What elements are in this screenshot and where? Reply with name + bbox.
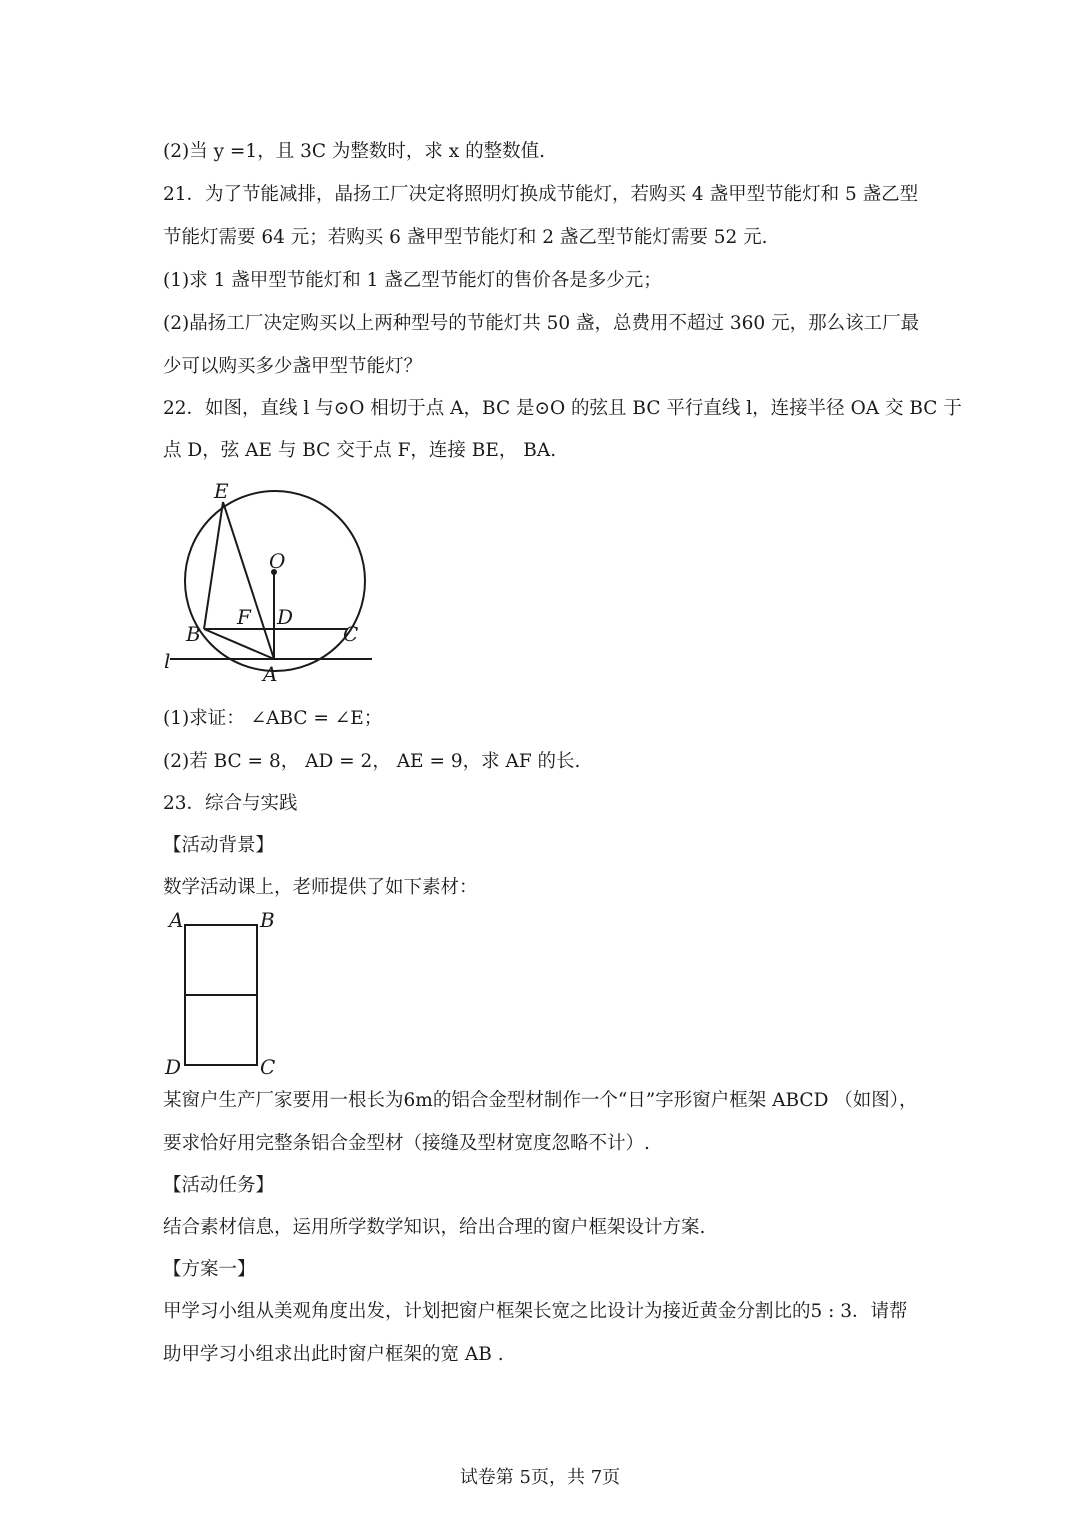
- page-footer: 试卷第 5页，共 7页: [459, 1467, 621, 1488]
- q22-circle-figure: [160, 478, 380, 688]
- q23-plan1-line2: 助甲学习小组求出此时窗户框架的宽 AB .: [163, 1344, 504, 1365]
- q23-window-figure: [163, 905, 283, 1080]
- label-b: B: [260, 908, 275, 932]
- label-b: B: [186, 622, 201, 646]
- label-e: E: [214, 479, 229, 503]
- q20-part2: (2)当 y =1，且 3C 为整数时，求 x 的整数值.: [163, 141, 545, 162]
- label-o: O: [269, 549, 286, 573]
- label-l: l: [164, 649, 171, 673]
- label-a: A: [169, 908, 184, 932]
- label-c: C: [343, 622, 359, 646]
- q22-part2: (2)若 BC = 8， AD = 2， AE = 9，求 AF 的长.: [163, 751, 581, 772]
- label-a: A: [263, 662, 278, 686]
- q23-title: 23．综合与实践: [163, 793, 298, 814]
- q22-stem-line2: 点 D，弦 AE 与 BC 交于点 F，连接 BE， BA.: [163, 440, 557, 461]
- q21-stem-line1: 21．为了节能减排，晶扬工厂决定将照明灯换成节能灯，若购买 4 盏甲型节能灯和 5 盏乙型: [163, 184, 919, 205]
- q22-stem-line1: 22．如图，直线 l 与⊙O 相切于点 A，BC 是⊙O 的弦且 BC 平行直线 l，连接半径 OA 交 BC 于: [163, 398, 962, 419]
- q23-background-heading: 【活动背景】: [163, 835, 275, 856]
- q23-plan1-heading: 【方案一】: [163, 1259, 256, 1280]
- q21-part2-line1: (2)晶扬工厂决定购买以上两种型号的节能灯共 50 盏，总费用不超过 360 元，那么该工厂最: [163, 313, 920, 334]
- q21-part2-line2: 少可以购买多少盏甲型节能灯？: [163, 356, 423, 377]
- q23-material-line1: 某窗户生产厂家要用一根长为6m的铝合金型材制作一个“日”字形窗户框架 ABCD （如图），: [163, 1090, 918, 1111]
- q21-part1: (1)求 1 盏甲型节能灯和 1 盏乙型节能灯的售价各是多少元；: [163, 270, 662, 291]
- chord-ae: [223, 502, 274, 659]
- q23-material-line2: 要求恰好用完整条铝合金型材（接缝及型材宽度忽略不计）.: [163, 1133, 650, 1154]
- label-f: F: [237, 605, 251, 629]
- segment-ba: [204, 629, 274, 659]
- q21-stem-line2: 节能灯需要 64 元；若购买 6 盏甲型节能灯和 2 盏乙型节能灯需要 52 元.: [163, 227, 768, 248]
- label-c: C: [260, 1055, 276, 1079]
- q23-task-text: 结合素材信息，运用所学数学知识，给出合理的窗户框架设计方案.: [163, 1217, 706, 1238]
- q23-task-heading: 【活动任务】: [163, 1175, 275, 1196]
- label-d: D: [165, 1055, 182, 1079]
- q22-part1: (1)求证： ∠ABC = ∠E；: [163, 708, 383, 729]
- q23-background-text: 数学活动课上，老师提供了如下素材：: [163, 877, 478, 898]
- label-d: D: [277, 605, 294, 629]
- q23-plan1-line1: 甲学习小组从美观角度出发，计划把窗户框架长宽之比设计为接近黄金分割比的5 : 3．请帮: [163, 1301, 908, 1322]
